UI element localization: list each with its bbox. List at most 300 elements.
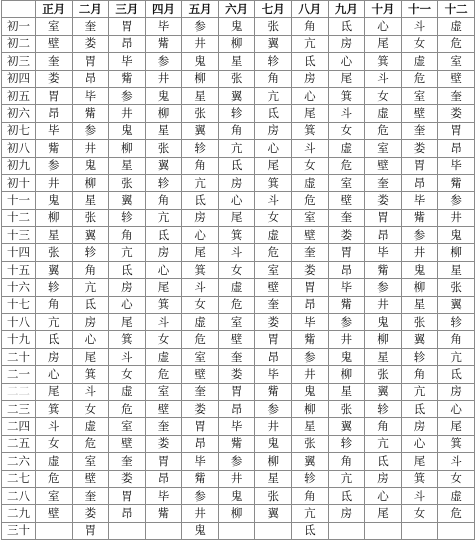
mansion-cell: 女 bbox=[365, 87, 402, 104]
mansion-cell: 房 bbox=[328, 505, 365, 522]
mansion-cell: 参 bbox=[109, 87, 146, 104]
mansion-cell: 胃 bbox=[145, 453, 182, 470]
mansion-cell: 斗 bbox=[109, 348, 146, 365]
header-row bbox=[2, 1, 475, 18]
day-label: 初九 bbox=[2, 157, 36, 174]
mansion-cell: 壁 bbox=[365, 157, 402, 174]
mansion-cell: 角 bbox=[145, 192, 182, 209]
mansion-cell: 心 bbox=[438, 400, 475, 417]
mansion-cell: 虚 bbox=[292, 174, 329, 191]
mansion-cell: 尾 bbox=[72, 348, 109, 365]
mansion-cell: 毕 bbox=[35, 122, 72, 139]
table-row bbox=[2, 505, 475, 522]
mansion-cell: 心 bbox=[292, 87, 329, 104]
mansion-cell: 心 bbox=[365, 18, 402, 35]
mansion-cell: 危 bbox=[401, 70, 438, 87]
mansion-cell: 奎 bbox=[401, 122, 438, 139]
mansion-cell: 虚 bbox=[35, 453, 72, 470]
mansion-cell: 柳 bbox=[401, 279, 438, 296]
mansion-cell: 角 bbox=[255, 70, 292, 87]
mansion-cell: 亢 bbox=[365, 435, 402, 452]
mansion-cell: 毕 bbox=[145, 18, 182, 35]
mansion-cell: 参 bbox=[328, 314, 365, 331]
mansion-cell: 奎 bbox=[218, 348, 255, 365]
mansion-cell: 轸 bbox=[109, 209, 146, 226]
mansion-cell: 胃 bbox=[218, 383, 255, 400]
mansion-cell: 毕 bbox=[328, 279, 365, 296]
corner-header bbox=[2, 1, 36, 18]
mansion-cell: 翼 bbox=[72, 227, 109, 244]
mansion-cell: 危 bbox=[109, 400, 146, 417]
mansion-cell: 箕 bbox=[145, 296, 182, 313]
table-row bbox=[2, 435, 475, 452]
mansion-cell: 柳 bbox=[109, 140, 146, 157]
table-row bbox=[2, 192, 475, 209]
mansion-cell: 女 bbox=[292, 157, 329, 174]
mansion-cell: 室 bbox=[35, 18, 72, 35]
mansion-cell: 危 bbox=[255, 244, 292, 261]
mansion-cell: 胃 bbox=[72, 53, 109, 70]
mansion-cell: 觜 bbox=[109, 70, 146, 87]
mansion-cell: 柳 bbox=[145, 105, 182, 122]
mansion-cell: 轸 bbox=[365, 400, 402, 417]
day-label: 二九 bbox=[2, 505, 36, 522]
mansion-cell: 尾 bbox=[255, 157, 292, 174]
mansion-cell: 奎 bbox=[365, 174, 402, 191]
mansion-cell: 鬼 bbox=[182, 53, 219, 70]
mansion-cell: 壁 bbox=[182, 366, 219, 383]
mansion-cell: 心 bbox=[72, 331, 109, 348]
table-row bbox=[2, 18, 475, 35]
day-label: 二六 bbox=[2, 453, 36, 470]
mansion-cell: 觜 bbox=[365, 261, 402, 278]
mansion-cell: 毕 bbox=[218, 418, 255, 435]
mansion-cell: 壁 bbox=[35, 505, 72, 522]
mansion-cell: 心 bbox=[365, 487, 402, 504]
mansion-cell: 房 bbox=[328, 35, 365, 52]
mansion-cell: 觜 bbox=[72, 105, 109, 122]
mansion-cell: 女 bbox=[255, 209, 292, 226]
mansion-cell: 娄 bbox=[328, 227, 365, 244]
mansion-cell: 张 bbox=[365, 366, 402, 383]
day-label: 十八 bbox=[2, 314, 36, 331]
mansion-cell: 奎 bbox=[72, 18, 109, 35]
month-header: 正月 bbox=[35, 1, 72, 18]
mansion-cell: 亢 bbox=[255, 87, 292, 104]
month-header: 十月 bbox=[365, 1, 402, 18]
mansion-cell: 鬼 bbox=[218, 18, 255, 35]
mansion-cell: 张 bbox=[145, 140, 182, 157]
mansion-cell: 奎 bbox=[438, 87, 475, 104]
table-row bbox=[2, 157, 475, 174]
day-label: 二八 bbox=[2, 487, 36, 504]
mansion-cell: 星 bbox=[401, 296, 438, 313]
table-row bbox=[2, 470, 475, 487]
mansion-cell: 轸 bbox=[35, 279, 72, 296]
mansion-cell: 胃 bbox=[401, 157, 438, 174]
table-row bbox=[2, 105, 475, 122]
mansion-cell: 女 bbox=[401, 35, 438, 52]
mansion-cell: 斗 bbox=[35, 418, 72, 435]
table-row bbox=[2, 87, 475, 104]
mansion-cell: 胃 bbox=[255, 331, 292, 348]
mansion-cell: 箕 bbox=[401, 470, 438, 487]
mansion-cell: 斗 bbox=[72, 383, 109, 400]
month-header: 九月 bbox=[328, 1, 365, 18]
mansion-cell: 氐 bbox=[292, 522, 329, 539]
mansion-cell: 角 bbox=[109, 227, 146, 244]
mansion-cell: 室 bbox=[328, 174, 365, 191]
mansion-cell: 柳 bbox=[35, 209, 72, 226]
mansion-cell: 井 bbox=[145, 70, 182, 87]
table-row bbox=[2, 279, 475, 296]
mansion-cell: 星 bbox=[182, 87, 219, 104]
mansion-cell: 心 bbox=[182, 227, 219, 244]
mansion-cell: 轸 bbox=[255, 53, 292, 70]
mansion-cell: 毕 bbox=[365, 244, 402, 261]
mansion-cell: 壁 bbox=[438, 70, 475, 87]
month-header: 四月 bbox=[145, 1, 182, 18]
mansion-cell: 斗 bbox=[182, 279, 219, 296]
mansion-cell: 心 bbox=[328, 53, 365, 70]
mansion-cell: 室 bbox=[35, 487, 72, 504]
mansion-cell: 角 bbox=[438, 331, 475, 348]
mansion-cell: 参 bbox=[72, 122, 109, 139]
month-header: 五月 bbox=[182, 1, 219, 18]
mansion-cell: 鬼 bbox=[35, 192, 72, 209]
mansion-cell: 亢 bbox=[438, 348, 475, 365]
mansion-cell: 觜 bbox=[35, 140, 72, 157]
table-row bbox=[2, 383, 475, 400]
mansion-cell: 亢 bbox=[109, 244, 146, 261]
mansion-cell: 胃 bbox=[72, 522, 109, 539]
mansion-cell: 室 bbox=[72, 453, 109, 470]
mansion-cell: 鬼 bbox=[72, 157, 109, 174]
mansion-cell: 昂 bbox=[255, 348, 292, 365]
mansion-cell: 娄 bbox=[401, 140, 438, 157]
mansion-cell: 星 bbox=[365, 348, 402, 365]
mansion-cell: 危 bbox=[182, 331, 219, 348]
mansion-cell: 虚 bbox=[72, 418, 109, 435]
day-label: 二七 bbox=[2, 470, 36, 487]
mansion-cell: 虚 bbox=[438, 18, 475, 35]
mansion-cell: 柳 bbox=[438, 244, 475, 261]
mansion-cell: 毕 bbox=[145, 487, 182, 504]
mansion-cell: 箕 bbox=[72, 366, 109, 383]
mansion-cell: 胃 bbox=[292, 279, 329, 296]
mansion-cell: 毕 bbox=[401, 192, 438, 209]
mansion-cell: 轸 bbox=[72, 244, 109, 261]
mansion-cell: 尾 bbox=[365, 35, 402, 52]
mansion-cell: 危 bbox=[365, 122, 402, 139]
mansion-cell: 氐 bbox=[255, 105, 292, 122]
table-row bbox=[2, 122, 475, 139]
mansion-cell: 尾 bbox=[438, 418, 475, 435]
mansion-cell: 虚 bbox=[218, 279, 255, 296]
mansion-cell: 娄 bbox=[438, 105, 475, 122]
mansion-cell: 女 bbox=[35, 435, 72, 452]
mansion-cell: 星 bbox=[145, 122, 182, 139]
mansion-cell: 女 bbox=[438, 470, 475, 487]
mansion-cell: 壁 bbox=[401, 105, 438, 122]
mansion-cell: 虚 bbox=[365, 105, 402, 122]
day-label: 十九 bbox=[2, 331, 36, 348]
mansion-cell: 房 bbox=[365, 470, 402, 487]
mansion-cell: 壁 bbox=[35, 35, 72, 52]
mansion-cell: 室 bbox=[218, 314, 255, 331]
mansion-cell: 房 bbox=[218, 174, 255, 191]
table-row bbox=[2, 209, 475, 226]
mansion-cell: 壁 bbox=[145, 400, 182, 417]
mansion-cell: 氐 bbox=[328, 18, 365, 35]
mansion-cell: 角 bbox=[292, 18, 329, 35]
day-label: 初七 bbox=[2, 122, 36, 139]
mansion-cell: 觜 bbox=[145, 35, 182, 52]
mansion-cell: 女 bbox=[182, 296, 219, 313]
mansion-cell: 翼 bbox=[255, 505, 292, 522]
mansion-cell: 张 bbox=[401, 314, 438, 331]
mansion-cell: 斗 bbox=[218, 244, 255, 261]
table-row bbox=[2, 314, 475, 331]
mansion-cell: 室 bbox=[292, 209, 329, 226]
mansion-cell: 鬼 bbox=[328, 348, 365, 365]
mansion-cell: 角 bbox=[401, 366, 438, 383]
mansion-cell: 尾 bbox=[328, 70, 365, 87]
mansion-cell: 角 bbox=[72, 261, 109, 278]
mansion-cell: 亢 bbox=[328, 470, 365, 487]
mansion-cell: 箕 bbox=[438, 435, 475, 452]
mansion-cell: 毕 bbox=[255, 366, 292, 383]
mansion-cell: 轸 bbox=[438, 314, 475, 331]
mansion-cell: 亢 bbox=[218, 140, 255, 157]
day-label: 十六 bbox=[2, 279, 36, 296]
mansion-cell: 女 bbox=[401, 505, 438, 522]
mansion-cell: 心 bbox=[401, 435, 438, 452]
mansion-cell: 氐 bbox=[72, 296, 109, 313]
mansion-cell: 心 bbox=[109, 296, 146, 313]
mansion-cell: 室 bbox=[401, 87, 438, 104]
month-header: 二月 bbox=[72, 1, 109, 18]
mansion-cell: 室 bbox=[438, 53, 475, 70]
mansion-cell: 井 bbox=[218, 470, 255, 487]
mansion-cell: 轸 bbox=[145, 174, 182, 191]
mansion-cell: 房 bbox=[145, 244, 182, 261]
mansion-cell: 轸 bbox=[182, 140, 219, 157]
mansion-cell: 胃 bbox=[182, 418, 219, 435]
mansion-cell: 胃 bbox=[438, 122, 475, 139]
mansion-cell: 轸 bbox=[328, 435, 365, 452]
month-header: 三月 bbox=[109, 1, 146, 18]
mansion-cell: 娄 bbox=[255, 314, 292, 331]
mansion-cell: 尾 bbox=[401, 453, 438, 470]
mansion-cell: 房 bbox=[35, 348, 72, 365]
mansion-cell: 心 bbox=[35, 366, 72, 383]
mansion-cell: 翼 bbox=[218, 87, 255, 104]
table-row bbox=[2, 261, 475, 278]
mansion-cell: 鬼 bbox=[182, 522, 219, 539]
mansion-cell: 张 bbox=[328, 400, 365, 417]
mansion-cell: 昂 bbox=[182, 435, 219, 452]
mansion-cell: 娄 bbox=[72, 35, 109, 52]
mansion-cell: 娄 bbox=[72, 505, 109, 522]
table-row bbox=[2, 418, 475, 435]
mansion-cell: 翼 bbox=[401, 331, 438, 348]
mansion-cell: 鬼 bbox=[255, 435, 292, 452]
mansion-cell: 胃 bbox=[35, 87, 72, 104]
day-label: 初八 bbox=[2, 140, 36, 157]
mansion-cell: 奎 bbox=[255, 296, 292, 313]
table-row bbox=[2, 70, 475, 87]
mansion-cell: 箕 bbox=[109, 331, 146, 348]
mansion-cell: 昂 bbox=[218, 400, 255, 417]
mansion-cell: 尾 bbox=[292, 105, 329, 122]
table-row bbox=[2, 35, 475, 52]
mansion-cell: 轸 bbox=[401, 348, 438, 365]
mansion-cell: 觜 bbox=[438, 174, 475, 191]
mansion-cell: 娄 bbox=[145, 435, 182, 452]
mansion-cell: 井 bbox=[182, 505, 219, 522]
day-label: 十七 bbox=[2, 296, 36, 313]
mansion-cell: 氐 bbox=[145, 227, 182, 244]
mansion-cell: 氐 bbox=[438, 366, 475, 383]
mansion-cell: 奎 bbox=[328, 209, 365, 226]
mansion-cell: 井 bbox=[109, 105, 146, 122]
day-label: 十三 bbox=[2, 227, 36, 244]
mansion-cell: 角 bbox=[365, 418, 402, 435]
mansion-cell: 危 bbox=[35, 470, 72, 487]
mansion-cell: 星 bbox=[438, 261, 475, 278]
mansion-cell: 氐 bbox=[35, 331, 72, 348]
mansion-cell: 室 bbox=[109, 418, 146, 435]
mansion-cell: 危 bbox=[145, 366, 182, 383]
mansion-cell: 毕 bbox=[182, 453, 219, 470]
mansion-cell: 角 bbox=[218, 122, 255, 139]
mansion-cell: 柳 bbox=[72, 174, 109, 191]
mansion-cell: 毕 bbox=[438, 157, 475, 174]
mansion-cell: 女 bbox=[72, 400, 109, 417]
mansion-cell: 昂 bbox=[145, 470, 182, 487]
table-row bbox=[2, 366, 475, 383]
mansion-cell: 虚 bbox=[328, 140, 365, 157]
mansion-cell: 箕 bbox=[182, 261, 219, 278]
mansion-cell: 翼 bbox=[438, 296, 475, 313]
day-label: 初三 bbox=[2, 53, 36, 70]
mansion-cell: 星 bbox=[328, 383, 365, 400]
mansion-cell: 危 bbox=[72, 435, 109, 452]
table-row bbox=[2, 174, 475, 191]
mansion-cell: 参 bbox=[365, 279, 402, 296]
mansion-cell: 女 bbox=[218, 261, 255, 278]
mansion-cell: 井 bbox=[365, 296, 402, 313]
mansion-cell: 柳 bbox=[365, 331, 402, 348]
day-label: 三十 bbox=[2, 522, 36, 539]
table-row bbox=[2, 296, 475, 313]
mansion-cell: 尾 bbox=[35, 383, 72, 400]
mansion-cell: 胃 bbox=[109, 18, 146, 35]
day-label: 二一 bbox=[2, 366, 36, 383]
day-label: 初六 bbox=[2, 105, 36, 122]
mansion-cell: 鬼 bbox=[109, 122, 146, 139]
mansion-cell: 翼 bbox=[145, 157, 182, 174]
mansion-cell: 氐 bbox=[218, 157, 255, 174]
mansion-cell: 亢 bbox=[35, 314, 72, 331]
day-label: 二十 bbox=[2, 348, 36, 365]
day-label: 二三 bbox=[2, 400, 36, 417]
mansion-cell: 轸 bbox=[292, 470, 329, 487]
mansion-cell: 鬼 bbox=[401, 261, 438, 278]
mansion-cell: 奎 bbox=[72, 487, 109, 504]
day-label: 二二 bbox=[2, 383, 36, 400]
day-label: 十五 bbox=[2, 261, 36, 278]
mansion-cell: 危 bbox=[438, 35, 475, 52]
mansion-cell: 觜 bbox=[218, 435, 255, 452]
mansion-cell: 昂 bbox=[365, 227, 402, 244]
mansion-cell: 斗 bbox=[365, 70, 402, 87]
mansion-cell: 角 bbox=[328, 453, 365, 470]
mansion-cell: 鬼 bbox=[365, 314, 402, 331]
mansion-cell: 胃 bbox=[109, 487, 146, 504]
mansion-cell: 斗 bbox=[292, 140, 329, 157]
table-row bbox=[2, 140, 475, 157]
mansion-cell: 昂 bbox=[109, 35, 146, 52]
mansion-cell: 氐 bbox=[182, 192, 219, 209]
mansion-cell: 女 bbox=[109, 366, 146, 383]
mansion-cell: 昂 bbox=[72, 70, 109, 87]
mansion-cell: 娄 bbox=[365, 192, 402, 209]
mansion-cell: 翼 bbox=[182, 122, 219, 139]
day-label: 二四 bbox=[2, 418, 36, 435]
mansion-cell: 翼 bbox=[328, 418, 365, 435]
mansion-cell: 觜 bbox=[292, 331, 329, 348]
mansion-cell: 昂 bbox=[35, 105, 72, 122]
mansion-cell: 奎 bbox=[35, 53, 72, 70]
mansion-cell: 角 bbox=[292, 487, 329, 504]
mansion-cell: 房 bbox=[401, 418, 438, 435]
mansion-cell: 虚 bbox=[401, 53, 438, 70]
table-row bbox=[2, 244, 475, 261]
mansion-cell: 井 bbox=[438, 209, 475, 226]
month-header: 七月 bbox=[255, 1, 292, 18]
table-row bbox=[2, 453, 475, 470]
lunar-mansion-table-wrapper bbox=[1, 0, 475, 540]
mansion-cell: 井 bbox=[328, 331, 365, 348]
mansion-cell: 参 bbox=[438, 192, 475, 209]
mansion-cell: 斗 bbox=[255, 192, 292, 209]
mansion-cell: 张 bbox=[182, 105, 219, 122]
mansion-cell: 斗 bbox=[401, 487, 438, 504]
mansion-cell: 胃 bbox=[328, 244, 365, 261]
mansion-cell: 心 bbox=[145, 261, 182, 278]
mansion-cell: 奎 bbox=[145, 418, 182, 435]
mansion-cell: 鬼 bbox=[218, 487, 255, 504]
mansion-cell: 娄 bbox=[292, 261, 329, 278]
mansion-cell: 毕 bbox=[292, 314, 329, 331]
mansion-cell: 昂 bbox=[401, 174, 438, 191]
mansion-cell: 氐 bbox=[365, 453, 402, 470]
mansion-cell: 张 bbox=[109, 174, 146, 191]
mansion-cell: 房 bbox=[438, 383, 475, 400]
mansion-cell: 张 bbox=[255, 18, 292, 35]
mansion-cell: 翼 bbox=[255, 35, 292, 52]
mansion-cell: 娄 bbox=[182, 400, 219, 417]
mansion-cell: 翼 bbox=[109, 192, 146, 209]
day-label: 十二 bbox=[2, 209, 36, 226]
mansion-cell: 尾 bbox=[109, 314, 146, 331]
mansion-cell: 斗 bbox=[401, 18, 438, 35]
mansion-cell: 女 bbox=[328, 122, 365, 139]
mansion-cell: 虚 bbox=[255, 227, 292, 244]
mansion-cell: 尾 bbox=[145, 279, 182, 296]
